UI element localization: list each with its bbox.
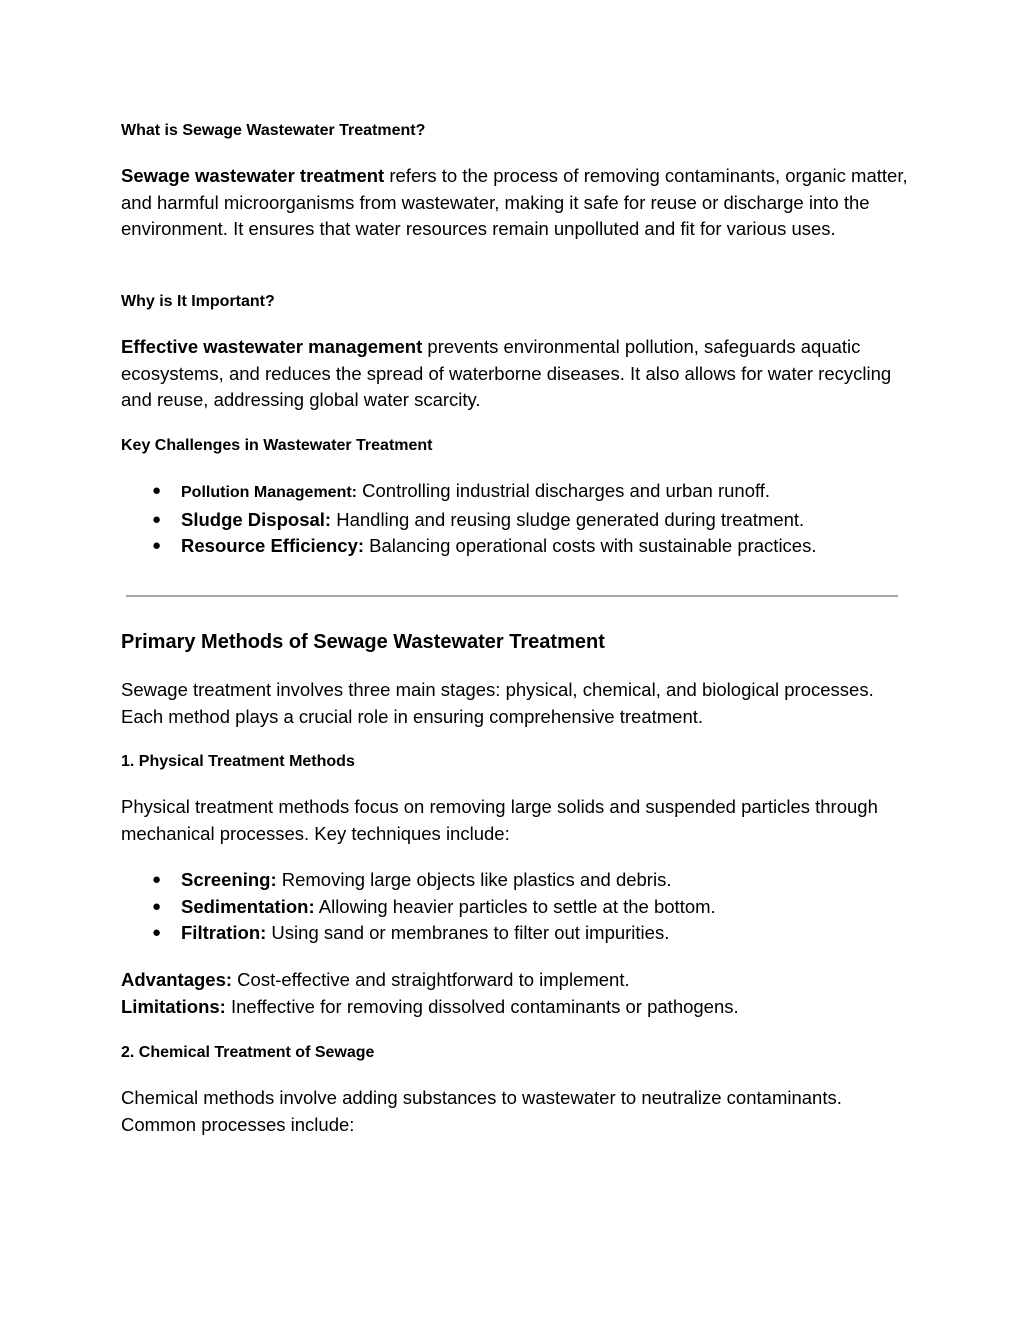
physical-techniques-list xyxy=(121,867,911,947)
list-item-label: Resource Efficiency: xyxy=(181,535,365,557)
heading-why-important: Why is It Important? xyxy=(121,293,275,310)
list-item-text: Balancing operational costs with sustainable practices. xyxy=(364,535,817,557)
list-item-label: Sedimentation: xyxy=(181,895,315,917)
bold-term: Sewage wastewater treatment xyxy=(121,165,385,186)
bold-term: Effective wastewater management xyxy=(121,336,423,357)
paragraph-text: prevents environmental pollution, safeguards aquatic ecosystems, and reduces the spread of waterborne diseases. It also allows for water recycling and reuse, addressing global water scarcity. xyxy=(121,336,892,411)
list-item-label: Sludge Disposal: xyxy=(181,508,332,530)
paragraph-pros-cons xyxy=(121,967,911,1020)
paragraph-definition xyxy=(121,163,911,243)
list-item-text: Removing large objects like plastics and debris. xyxy=(276,869,672,890)
paragraph-chemical-intro: Chemical methods involve adding substances to wastewater to neutralize contaminants. Common processes include: xyxy=(121,1087,842,1135)
bullet-icon: ● xyxy=(152,537,162,555)
bullet-icon: ● xyxy=(152,482,162,499)
bullet-icon: ● xyxy=(152,871,162,888)
list-item xyxy=(121,920,911,947)
list-item-label: Pollution Management: xyxy=(181,484,357,501)
advantages-label: Advantages: xyxy=(121,969,233,990)
paragraph-text: refers to the process of removing contaminants, organic matter, and harmful microorganisms from wastewater, making it safe for reuse or discharge into the environment. It ensures that water resources remain unpolluted and fit for various uses. xyxy=(121,165,908,240)
limitations-text: Ineffective for removing dissolved contaminants or pathogens. xyxy=(225,995,739,1017)
list-item xyxy=(121,894,911,921)
list-item-text: Handling and reusing sludge generated during treatment. xyxy=(331,508,805,530)
challenges-list xyxy=(121,478,911,560)
list-item-label: Screening: xyxy=(181,869,277,890)
heading-primary-methods: Primary Methods of Sewage Wastewater Treatment xyxy=(121,631,605,653)
list-item xyxy=(121,507,911,534)
list-item xyxy=(121,478,911,507)
list-item-text: Controlling industrial discharges and urban runoff. xyxy=(357,480,771,501)
horizontal-divider xyxy=(126,595,898,597)
list-item-text: Using sand or membranes to filter out impurities. xyxy=(266,922,670,944)
heading-what-is-treatment: What is Sewage Wastewater Treatment? xyxy=(121,122,426,139)
paragraph-importance xyxy=(121,334,911,414)
limitations-label: Limitations: xyxy=(121,995,226,1017)
list-item-label: Filtration: xyxy=(181,922,267,944)
bullet-icon: ● xyxy=(152,924,162,942)
list-item-text: Allowing heavier particles to settle at the bottom. xyxy=(314,895,716,917)
heading-chemical-treatment: 2. Chemical Treatment of Sewage xyxy=(121,1044,375,1061)
paragraph-physical-intro: Physical treatment methods focus on removing large solids and suspended particles through mechanical processes. Key techniques include: xyxy=(121,796,878,844)
list-item xyxy=(121,867,911,894)
paragraph-primary-intro: Sewage treatment involves three main stages: physical, chemical, and biological processes. Each method plays a crucial role in ensuring comprehensive treatment. xyxy=(121,679,874,727)
list-item xyxy=(121,533,911,560)
bullet-icon: ● xyxy=(152,897,162,915)
heading-physical-methods: 1. Physical Treatment Methods xyxy=(121,753,355,770)
advantages-text: Cost-effective and straightforward to implement. xyxy=(232,969,630,990)
heading-key-challenges: Key Challenges in Wastewater Treatment xyxy=(121,437,433,454)
bullet-icon: ● xyxy=(152,510,162,528)
